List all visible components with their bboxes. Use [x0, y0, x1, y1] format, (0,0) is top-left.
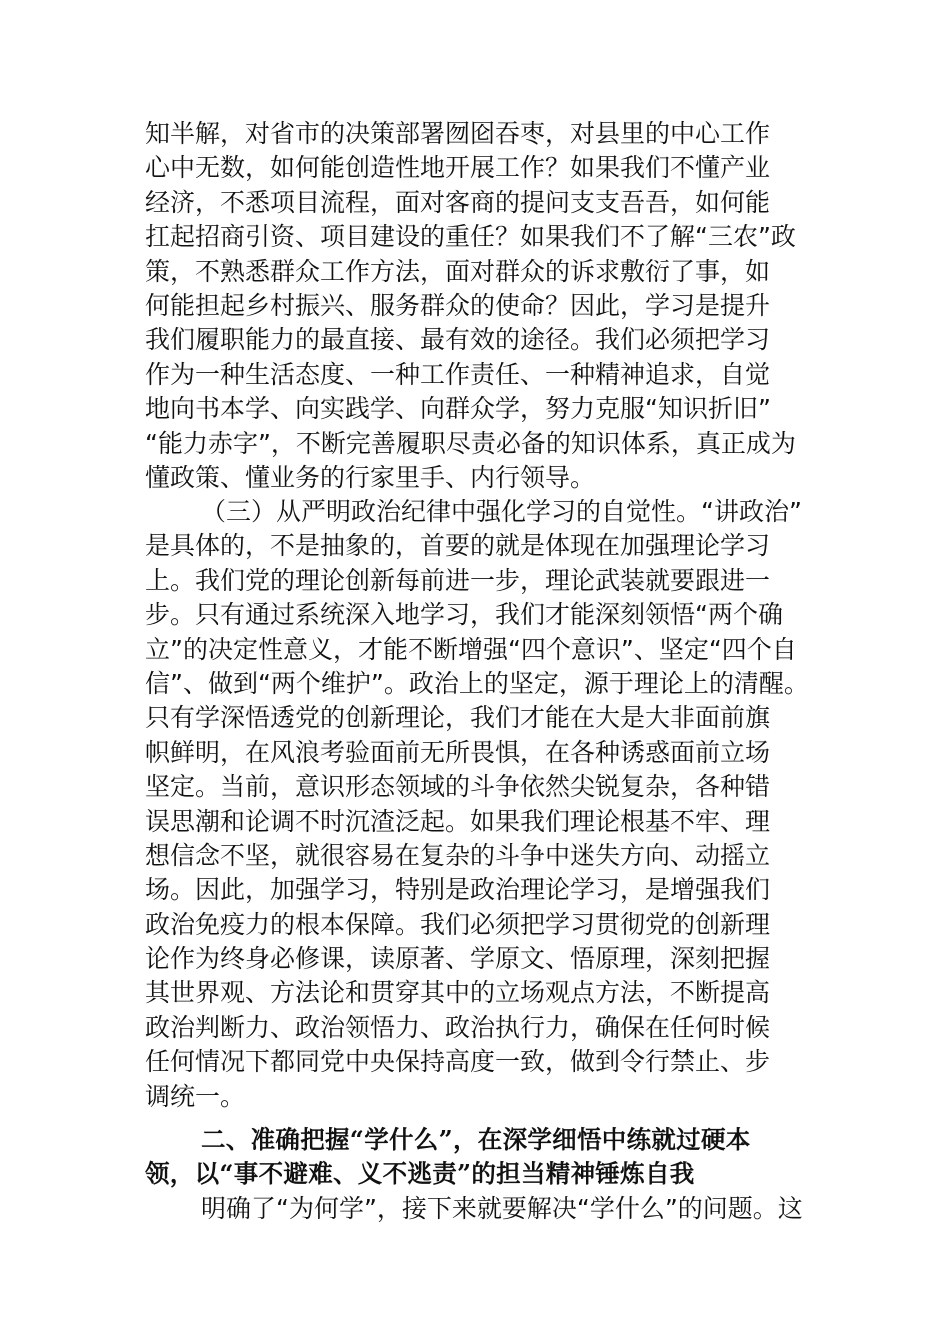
text-line: 政治判断力、政治领悟力、政治执行力，确保在任何时候: [145, 1012, 771, 1042]
text-line: 知半解，对省市的决策部署囫囵吞枣，对县里的中心工作: [145, 119, 771, 148]
text-line: 场。因此，加强学习，特别是政治理论学习，是增强我们: [145, 875, 771, 905]
text-line: （三）从严明政治纪律中强化学习的自觉性。“讲政治”: [201, 497, 802, 526]
text-line: 调统一。: [145, 1081, 246, 1111]
text-line: 作为一种生活态度、一种工作责任、一种精神追求，自觉: [145, 359, 771, 389]
text-line: 我们履职能力的最直接、最有效的途径。我们必须把学习: [145, 325, 771, 355]
paragraph-three: [145, 495, 813, 1114]
text-line: 误思潮和论调不时沉渣泛起。如果我们理论根基不牢、理: [145, 806, 771, 836]
text-line: 何能担起乡村振兴、服务群众的使命？因此，学习是提升: [145, 290, 771, 320]
section-heading: [145, 1123, 813, 1192]
text-line: 立”的决定性意义，才能不断增强“四个意识”、坚定“四个自: [145, 634, 797, 664]
text-line: 政治免疫力的根本保障。我们必须把学习贯彻党的创新理: [145, 909, 771, 939]
text-line: 其世界观、方法论和贯穿其中的立场观点方法，不断提高: [145, 978, 771, 1008]
text-line: 心中无数，如何能创造性地开展工作？如果我们不懂产业: [145, 153, 771, 183]
text-line: 上。我们党的理论创新每前进一步，理论武装就要跟进一: [145, 565, 771, 595]
text-line: 信”、做到“两个维护”。政治上的坚定，源于理论上的清醒。: [145, 668, 809, 698]
paragraph-next: [145, 1192, 813, 1226]
text-line: 论作为终身必修课，读原著、学原文、悟原理，深刻把握: [145, 944, 771, 974]
text-line: “能力赤字”，不断完善履职尽责必备的知识体系，真正成为: [145, 428, 796, 458]
heading-line: 二、准确把握“学什么”，在深学细悟中练就过硬本: [201, 1125, 751, 1154]
text-line: 想信念不坚，就很容易在复杂的斗争中迷失方向、动摇立: [145, 840, 771, 870]
text-line: 帜鲜明，在风浪考验面前无所畏惧，在各种诱惑面前立场: [145, 737, 771, 767]
text-line: 经济，不悉项目流程，面对客商的提问支支吾吾，如何能: [145, 187, 771, 217]
text-line: 是具体的，不是抽象的，首要的就是体现在加强理论学习: [145, 531, 771, 561]
text-line: 坚定。当前，意识形态领域的斗争依然尖锐复杂，各种错: [145, 772, 771, 802]
paragraph-continued: [145, 117, 813, 495]
text-line: 地向书本学、向实践学、向群众学，努力克服“知识折旧”: [145, 394, 771, 424]
text-line: 步。只有通过系统深入地学习，我们才能深刻领悟“两个确: [145, 600, 783, 630]
text-line: 只有学深悟透党的创新理论，我们才能在大是大非面前旗: [145, 703, 771, 733]
heading-line: 领，以“事不避难、义不逃责”的担当精神锤炼自我: [145, 1159, 695, 1189]
text-line: 任何情况下都同党中央保持高度一致，做到令行禁止、步: [145, 1047, 771, 1077]
text-line: 扛起招商引资、项目建设的重任？如果我们不了解“三农”政: [145, 222, 796, 252]
text-line: 懂政策、懂业务的行家里手、内行领导。: [145, 462, 596, 492]
text-line: 明确了“为何学”，接下来就要解决“学什么”的问题。这: [201, 1194, 803, 1223]
text-line: 策，不熟悉群众工作方法，面对群众的诉求敷衍了事，如: [145, 256, 771, 286]
